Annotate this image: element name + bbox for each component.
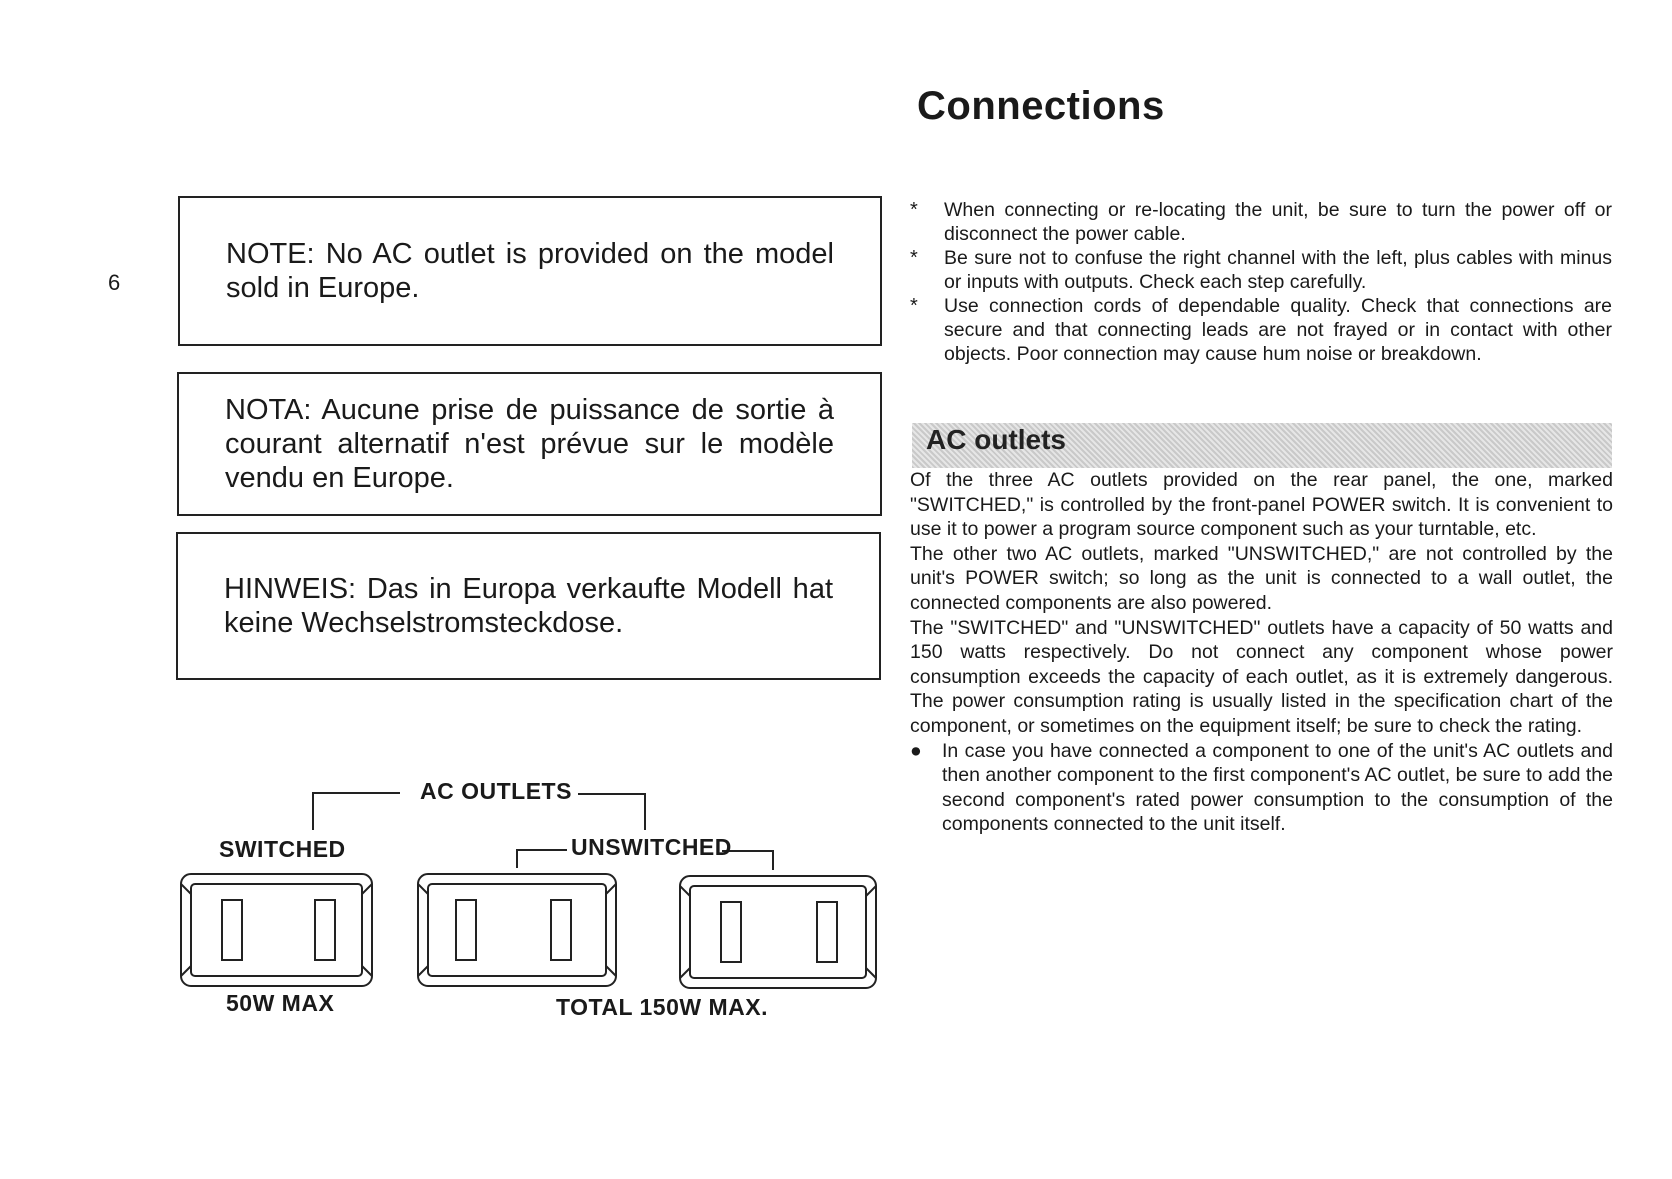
outlet-switched	[181, 874, 372, 986]
asterisk-marker: *	[910, 199, 918, 221]
outlet-unswitched-2	[680, 876, 876, 988]
outlet-slot	[721, 902, 741, 962]
outlet-unswitched-1	[418, 874, 616, 986]
note-text-german: HINWEIS: Das in Europa verkaufte Modell hat keine Wechselstromsteckdose.	[224, 573, 833, 639]
unswitched-capacity-label: TOTAL 150W MAX.	[556, 994, 768, 1020]
caution-bullet-text: In case you have connected a component to one of the unit's AC outlets and then another component to the first component's AC outlet, be sure to add the second component's rated power consumption to the consumption of the components connected to the unit itself.	[942, 739, 1613, 836]
bracket-line	[578, 794, 645, 830]
note-text-english: NOTE: No AC outlet is provided on the model sold in Europe.	[226, 238, 834, 304]
section-heading: AC outlets	[926, 424, 1066, 455]
unswitched-label: UNSWITCHED	[571, 834, 732, 860]
outlet-slot	[315, 900, 335, 960]
switched-capacity-label: 50W MAX	[226, 990, 335, 1016]
body-paragraph: The other two AC outlets, marked "UNSWITCHED," are not controlled by the unit's POWER switch; so long as the unit is connected to a wall outlet, the connected components are also powered.	[910, 542, 1613, 614]
precaution-text: Be sure not to confuse the right channel with the left, plus cables with minus or inputs with outputs. Check each step carefully.	[944, 247, 1612, 293]
outlet-slot	[551, 900, 571, 960]
precaution-text: When connecting or re-locating the unit, be sure to turn the power off or disconnect the power cable.	[944, 199, 1612, 245]
outlet-slot	[456, 900, 476, 960]
body-paragraph: The "SWITCHED" and "UNSWITCHED" outlets have a capacity of 50 watts and 150 watts respectively. Do not connect any component whose power consumption exceeds the capacity of each outlet, as it is extremely dangerous. The power consumption rating is usually listed in the specification chart of the component, or sometimes on the equipment itself; be sure to check the rating.	[910, 616, 1613, 737]
switched-label: SWITCHED	[219, 836, 346, 862]
page-number: 6	[108, 270, 121, 295]
outlet-slot	[817, 902, 837, 962]
asterisk-marker: *	[910, 247, 918, 269]
bullet-dot: ●	[910, 739, 922, 762]
note-text-french: NOTA: Aucune prise de puissance de sortie à courant alternatif n'est prévue sur le modèle vendu en Europe.	[225, 394, 834, 494]
bracket-line	[313, 793, 400, 830]
page-title: Connections	[917, 84, 1165, 128]
asterisk-marker: *	[910, 295, 918, 317]
precaution-text: Use connection cords of dependable quality. Check that connections are secure and that connecting leads are not frayed or in contact with other objects. Poor connection may cause hum noise or breakdown.	[944, 295, 1612, 365]
outlet-slot	[222, 900, 242, 960]
bracket-line	[517, 850, 567, 868]
body-paragraph: Of the three AC outlets provided on the rear panel, the one, marked "SWITCHED," is controlled by the front-panel POWER switch. It is convenient to use it to power a program source component such as your turntable, etc.	[910, 469, 1613, 541]
figure-title: AC OUTLETS	[420, 778, 572, 804]
